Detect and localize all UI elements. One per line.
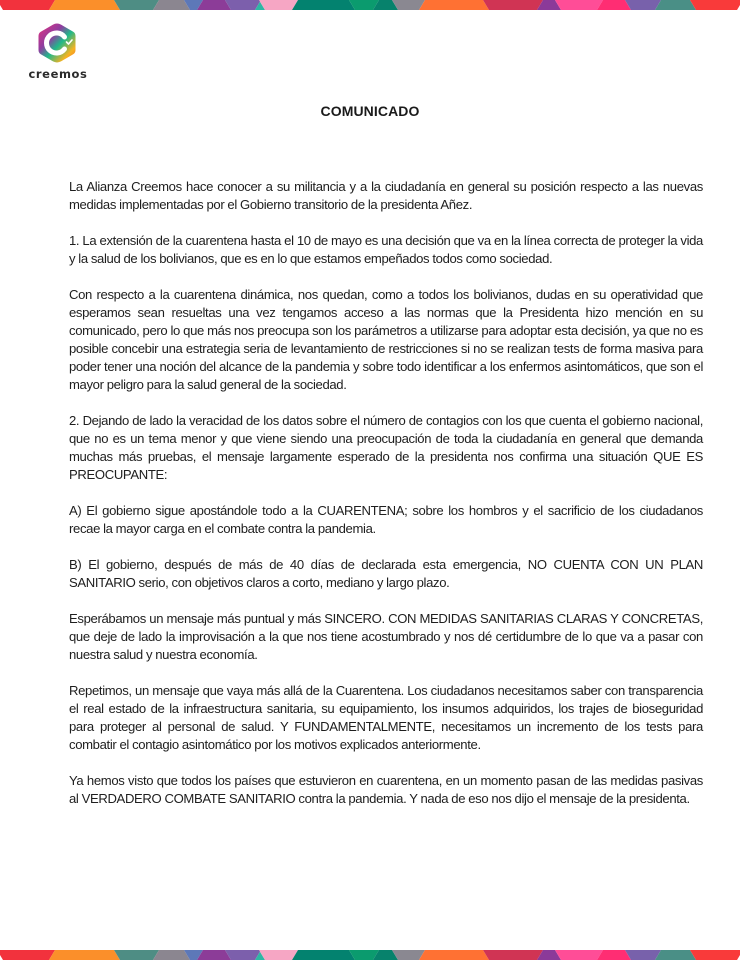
band-segment [625, 0, 661, 10]
band-segment [153, 0, 190, 10]
band-segment [655, 950, 696, 960]
paragraph-conclusion: Ya hemos visto que todos los países que estuvieron en cuarentena, en un momento pasan de las medidas pasivas al VERDADERO COMBATE SANITARIO contra la pandemia. Y nada de eso nos dijo el mensaje de la presidenta. [69, 773, 703, 806]
document-body [69, 178, 703, 826]
band-segment [483, 950, 543, 960]
band-segment [197, 950, 231, 960]
band-segment [555, 950, 603, 960]
decorative-color-band-top [0, 0, 740, 10]
band-segment [114, 950, 159, 960]
band-segment [114, 0, 159, 10]
creemos-logo [26, 20, 90, 84]
paragraph-repeat: Repetimos, un mensaje que vaya más allá de la Cuarentena. Los ciudadanos necesitamos saber con transparencia el real estado de la infraestructura sanitaria, su equipamiento, los insumos adquiridos, los trajes de bioseguridad para proteger al personal de salud. Y FUNDAMENTALMENTE, necesitamos un incremento de los tests para combatir el contagio asintomático por los motivos explicados anteriormente. [69, 683, 703, 752]
band-segment [655, 0, 696, 10]
band-segment [690, 950, 740, 960]
band-segment [292, 950, 355, 960]
document-title: COMUNICADO [320, 103, 420, 119]
band-segment [259, 950, 298, 960]
band-segment [555, 0, 603, 10]
band-segment [153, 950, 190, 960]
band-segment [0, 950, 55, 960]
band-segment [197, 0, 231, 10]
band-segment [0, 0, 55, 10]
paragraph-expected-message: Esperábamos un mensaje más puntual y más SINCERO. CON MEDIDAS SANITARIAS CLARAS Y CONCRETAS, que deje de lado la improvisación a la que nos tiene acostumbrado y nos dé certidumbre de lo que va a pasar con nuestra salud y nuestra economía. [69, 611, 703, 662]
band-segment [225, 0, 261, 10]
paragraph-intro: La Alianza Creemos hace conocer a su militancia y a la ciudadanía en general su posición respecto a las nuevas medidas implementadas por el Gobierno transitorio de la presidenta Añez. [69, 179, 703, 212]
paragraph-point-2: 2. Dejando de lado la veracidad de los datos sobre el número de contagios con los que cuenta el gobierno nacional, que no es un tema menor y que viene siendo una preocupación de toda la ciudadanía en general que demanda muchas más pruebas, el mensaje largamente esperado de la presidenta nos confirma una situación QUE ES PREOCUPANTE: [69, 413, 703, 482]
band-segment [625, 950, 661, 960]
band-segment [419, 950, 489, 960]
paragraph-point-b: B) El gobierno, después de más de 40 días de declarada esta emergencia, NO CUENTA CON UN PLAN SANITARIO serio, con objetivos claros a corto, mediano y largo plazo. [69, 557, 703, 590]
band-segment [690, 0, 740, 10]
band-segment [483, 0, 543, 10]
paragraph-point-1: 1. La extensión de la cuarentena hasta el 10 de mayo es una decisión que va en la línea correcta de proteger la vida y la salud de los bolivianos, que es en lo que estamos empeñados todos como sociedad. [69, 233, 703, 266]
decorative-color-band-bottom [0, 950, 740, 960]
brand-name: creemos [28, 67, 88, 81]
band-segment [419, 0, 489, 10]
paragraph-dynamic-quarantine: Con respecto a la cuarentena dinámica, nos quedan, como a todos los bolivianos, dudas en su operatividad que esperamos sean resueltas una vez tengamos acceso a las normas que la Presidenta hizo mención en su comunicado, pero lo que más nos preocupa son los parámetros a utilizarse para adoptar esta decisión, ya que no es posible concebir una estrategia seria de levantamiento de restricciones si no se realizan tests de forma masiva para poder tener una noción del alcance de la pandemia y sobre todo identificar a los enfermos asintomáticos, que son el mayor peligro para la salud general de la sociedad. [69, 287, 703, 392]
paragraph-point-a: A) El gobierno sigue apostándole todo a la CUARENTENA; sobre los hombros y el sacrificio de los ciudadanos recae la mayor carga en el combate contra la pandemia. [69, 503, 703, 536]
band-segment [225, 950, 261, 960]
band-segment [292, 0, 355, 10]
band-segment [49, 950, 120, 960]
band-segment [259, 0, 298, 10]
band-segment [49, 0, 120, 10]
creemos-logo-icon [36, 22, 78, 64]
